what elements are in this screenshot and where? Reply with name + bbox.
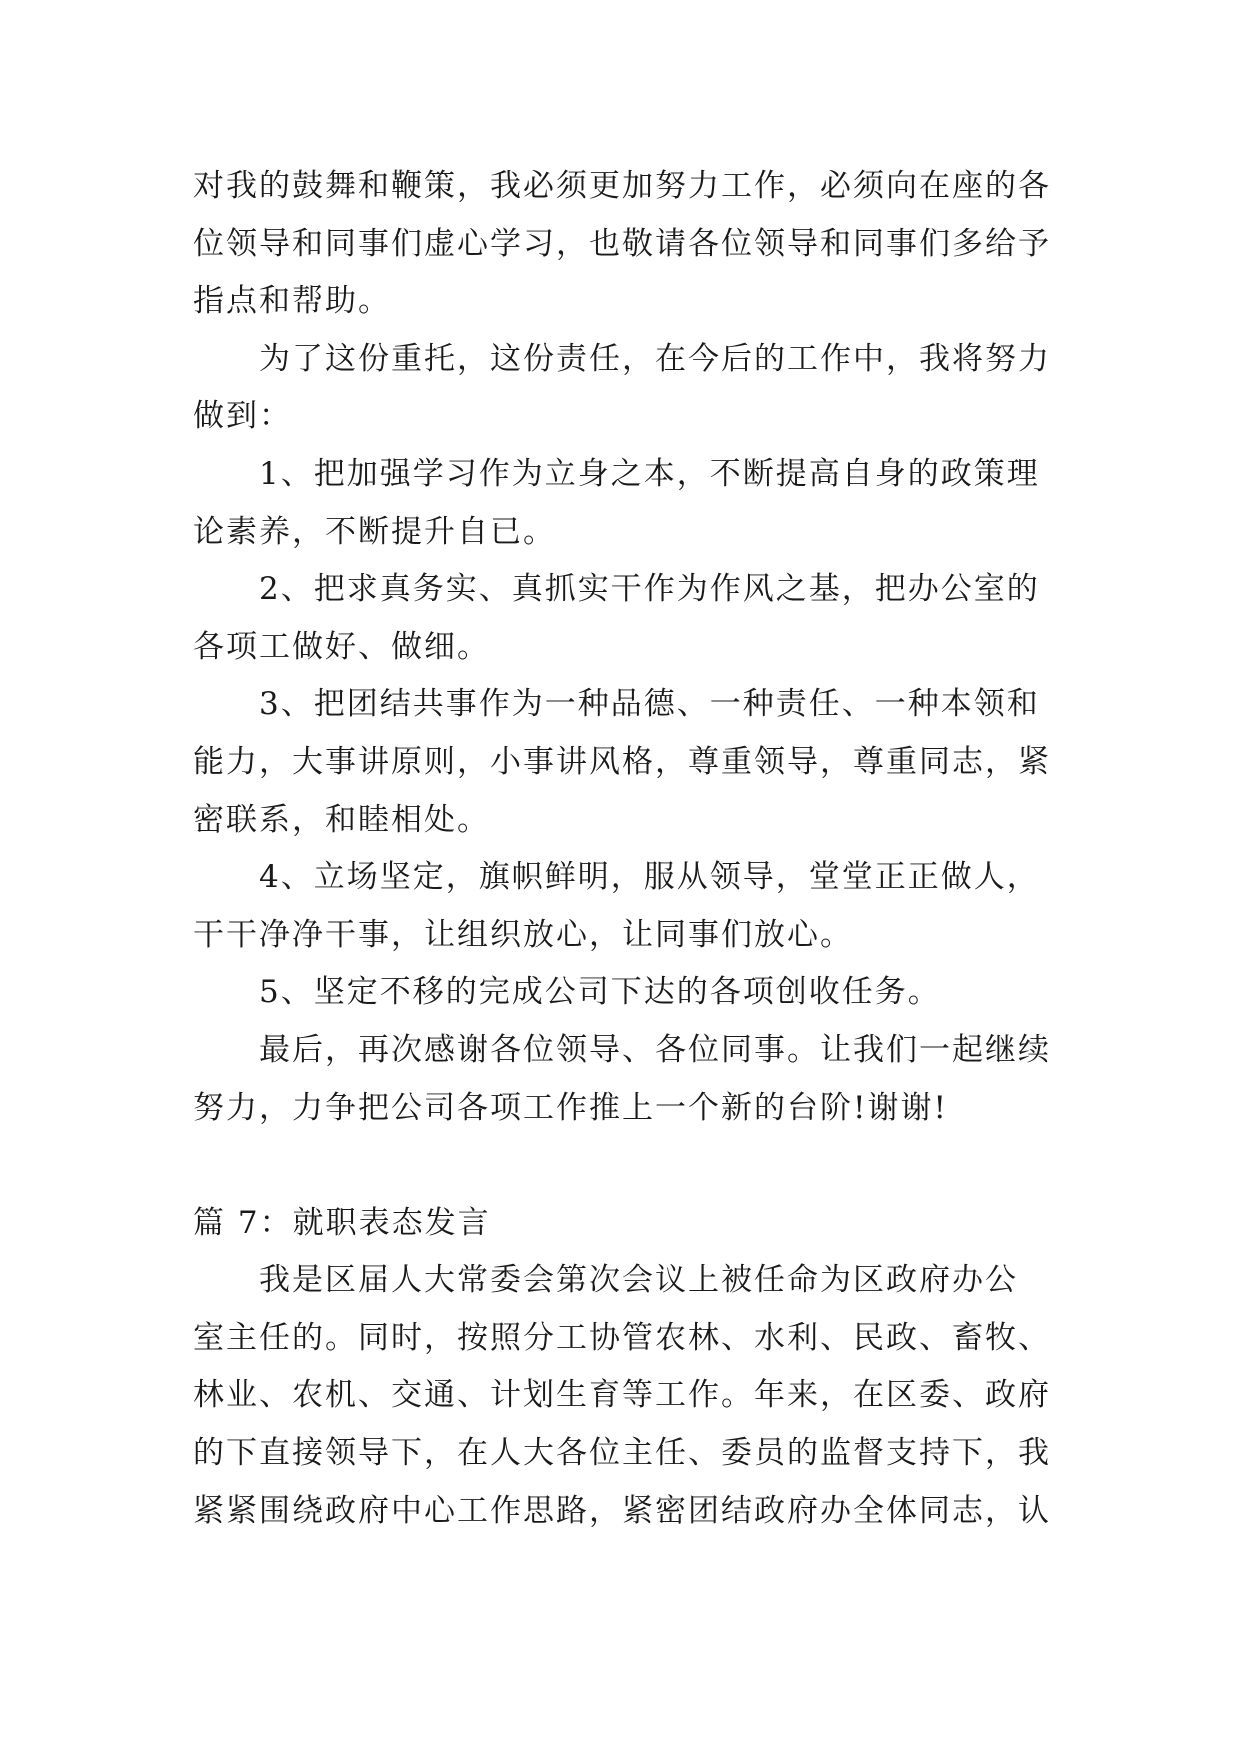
document-body (193, 158, 1153, 1540)
text-line: 论素养，不断提升自已。 (193, 513, 556, 550)
list-item (193, 676, 1153, 849)
text-line: 干干净净干事，让组织放心，让同事们放心。 (193, 916, 853, 953)
paragraph (193, 158, 1153, 331)
text-line: 我是区届人大常委会第次会议上被任命为区政府办公 (259, 1262, 1018, 1299)
text-line: 3、把团结共事作为一种品德、一种责任、一种本领和 (259, 686, 1040, 723)
paragraph (193, 1022, 1153, 1137)
paragraph (193, 1252, 1153, 1540)
text-line: 努力，力争把公司各项工作推上一个新的台阶!谢谢! (193, 1089, 948, 1126)
text-line: 林业、农机、交通、计划生育等工作。年来，在区委、政府 (193, 1377, 1051, 1414)
section-heading: 篇 7：就职表态发言 (193, 1204, 491, 1241)
text-line: 位领导和同事们虚心学习，也敬请各位领导和同事们多给予 (193, 225, 1051, 262)
text-line: 各项工做好、做细。 (193, 628, 490, 665)
list-item (193, 964, 1153, 1022)
text-line: 的下直接领导下，在人大各位主任、委员的监督支持下，我 (193, 1435, 1051, 1472)
text-line: 指点和帮助。 (193, 283, 391, 320)
list-item (193, 561, 1153, 676)
text-line: 5、坚定不移的完成公司下达的各项创收任务。 (259, 974, 941, 1011)
text-line: 密联系，和睦相处。 (193, 801, 490, 838)
text-line: 室主任的。同时，按照分工协管农林、水利、民政、畜牧、 (193, 1319, 1051, 1356)
text-line: 为了这份重托，这份责任，在今后的工作中，我将努力 (259, 340, 1051, 377)
text-line: 2、把求真务实、真抓实干作为作风之基，把办公室的 (259, 571, 1040, 608)
text-line: 最后，再次感谢各位领导、各位同事。让我们一起继续 (259, 1031, 1051, 1068)
blank-line (193, 1137, 1153, 1195)
list-item (193, 849, 1153, 964)
text-line: 紧紧围绕政府中心工作思路，紧密团结政府办全体同志，认 (193, 1492, 1051, 1529)
text-line: 4、立场坚定，旗帜鲜明，服从领导，堂堂正正做人， (259, 859, 1040, 896)
text-line: 1、把加强学习作为立身之本，不断提高自身的政策理 (259, 455, 1040, 492)
paragraph (193, 331, 1153, 446)
text-line: 对我的鼓舞和鞭策，我必须更加努力工作，必须向在座的各 (193, 168, 1051, 204)
section (193, 1195, 1153, 1541)
text-line: 做到： (193, 398, 292, 435)
list-item (193, 446, 1153, 561)
text-line: 能力，大事讲原则，小事讲风格，尊重领导，尊重同志，紧 (193, 743, 1051, 780)
